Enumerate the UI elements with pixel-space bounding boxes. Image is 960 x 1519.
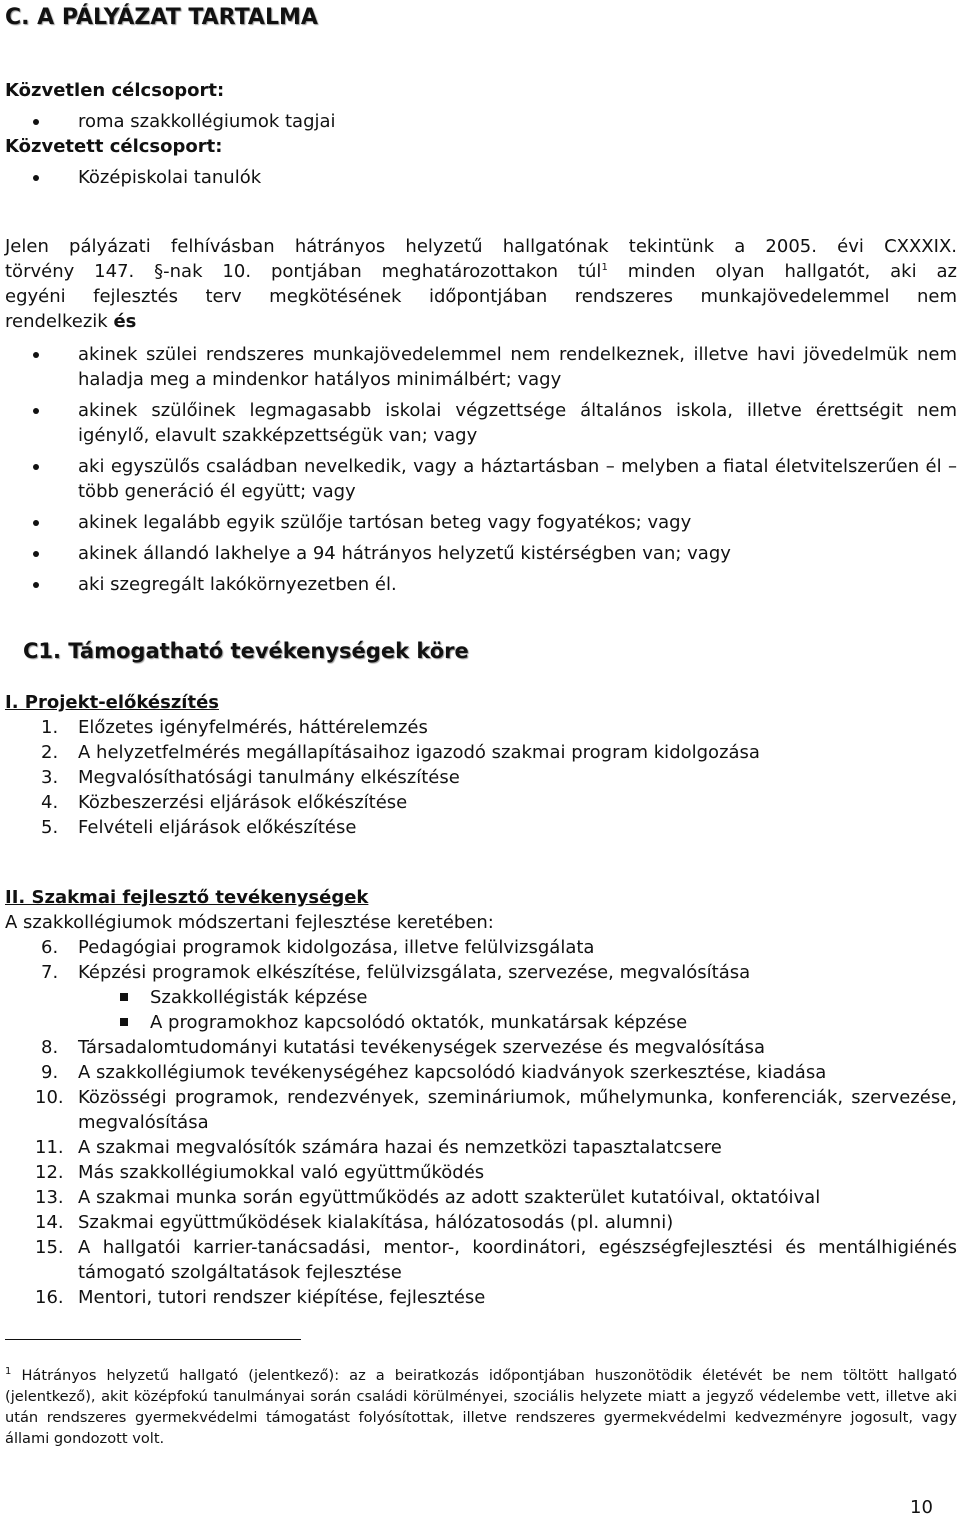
sub-item: Szakkollégisták képzése bbox=[5, 985, 957, 1010]
bullet-icon bbox=[33, 408, 39, 414]
numbered-item: 1. Előzetes igényfelmérés, háttérelemzés bbox=[41, 717, 428, 738]
numbered-item: 7. Képzési programok elkészítése, felülvizsgálata, szervezése, megvalósítása bbox=[41, 962, 751, 983]
list-item: roma szakkollégiumok tagjai bbox=[5, 109, 957, 134]
bullet-icon bbox=[33, 520, 39, 526]
part2-intro: A szakkollégiumok módszertani fejlesztése keretében: bbox=[5, 912, 494, 933]
footnote-separator bbox=[5, 1339, 301, 1340]
numbered-item: 12. Más szakkollégiumokkal való együttműködés bbox=[35, 1162, 485, 1183]
numbered-item: 6. Pedagógiai programok kidolgozása, illetve felülvizsgálata bbox=[41, 937, 595, 958]
footnote: $^1$ Hátrányos helyzetű hallgató (jelentkező): az a beiratkozás időpontjában huszonötödik életévét be nem töltött hallgató (jelentkező), akit középfokú tanulmányai során családi körülményei, szociális helyzete miatt a jegyző védelembe vett, illetve aki után rendszeres gyermekvédelmi támogatást folyósítottak, illetve rendszeres gyermekvédelmi kedvezményre jogosult, vagy állami gondozott volt. bbox=[5, 1366, 958, 1447]
criteria-list bbox=[5, 342, 957, 597]
subsection-title: C1. Támogatható tevékenységek köre bbox=[23, 639, 469, 663]
list-item: akinek állandó lakhelye a 94 hátrányos helyzetű kistérségben van; vagy bbox=[5, 541, 957, 566]
footnote-ref: 1 bbox=[601, 262, 608, 273]
indirect-target-label: Közvetett célcsoport: bbox=[5, 136, 223, 157]
direct-target-label: Közvetlen célcsoport: bbox=[5, 80, 225, 101]
part2-title: II. Szakmai fejlesztő tevékenységek bbox=[5, 887, 369, 908]
list-item: Középiskolai tanulók bbox=[5, 165, 957, 190]
sub-item: A programokhoz kapcsolódó oktatók, munkatársak képzése bbox=[5, 1010, 957, 1035]
numbered-item: 2. A helyzetfelmérés megállapításaihoz igazodó szakmai program kidolgozása bbox=[41, 742, 760, 763]
list-item: akinek legalább egyik szülője tartósan beteg vagy fogyatékos; vagy bbox=[5, 510, 957, 535]
section-title: C. A PÁLYÁZAT TARTALMA bbox=[5, 5, 318, 30]
numbered-item: 16. Mentori, tutori rendszer kiépítése, fejlesztése bbox=[35, 1287, 486, 1308]
footnote-number: 1 bbox=[5, 1366, 12, 1378]
bullet-icon bbox=[33, 551, 39, 557]
part1-title: I. Projekt-előkészítés bbox=[5, 692, 219, 713]
list-item: akinek szülei rendszeres munkajövedelemmel nem rendelkeznek, illetve havi jövedelmük nem haladja meg a mindenkor hatályos minimálbért; vagy bbox=[5, 342, 957, 392]
bullet-icon bbox=[33, 582, 39, 588]
bullet-icon bbox=[33, 119, 39, 125]
numbered-item: 4. Közbeszerzési eljárások előkészítése bbox=[41, 792, 408, 813]
numbered-item: 11. A szakmai megvalósítók számára hazai és nemzetközi tapasztalatcsere bbox=[35, 1137, 722, 1158]
target-groups bbox=[5, 78, 957, 190]
numbered-item: 3. Megvalósíthatósági tanulmány elkészítése bbox=[41, 767, 460, 788]
part2 bbox=[5, 885, 957, 1310]
bullet-icon bbox=[33, 464, 39, 470]
square-bullet-icon bbox=[120, 993, 128, 1001]
list-item: aki szegregált lakókörnyezetben él. bbox=[5, 572, 957, 597]
list-item: akinek szülőinek legmagasabb iskolai végzettsége általános iskola, illetve érettségit nem igénylő, elavult szakképzettségük van; vagy bbox=[5, 398, 957, 448]
numbered-item: 8. Társadalomtudományi kutatási tevékenységek szervezése és megvalósítása bbox=[41, 1037, 766, 1058]
numbered-item: 5. Felvételi eljárások előkészítése bbox=[41, 817, 357, 838]
numbered-item: 9. A szakkollégiumok tevékenységéhez kapcsolódó kiadványok szerkesztése, kiadása bbox=[41, 1062, 827, 1083]
bullet-icon bbox=[33, 352, 39, 358]
bullet-icon bbox=[33, 175, 39, 181]
square-bullet-icon bbox=[120, 1018, 128, 1026]
list-item: aki egyszülős családban nevelkedik, vagy a háztartásban – melyben a fiatal életvitelszerűen él – több generáció él együtt; vagy bbox=[5, 454, 957, 504]
intro-paragraph: Jelen pályázati felhívásban hátrányos helyzetű hallgatónak tekintünk a 2005. évi CXXXIX. törvény 147. §-nak 10. pontjában meghatározottakon túl$^1$ minden olyan hallgatót, aki az egyéni fejlesztés terv megkötésének időpontjában rendszeres munkajövedelemmel nem rendelkezik és bbox=[5, 236, 957, 332]
page-number: 10 bbox=[910, 1497, 933, 1518]
numbered-item: 14. Szakmai együttműködések kialakítása, hálózatosodás (pl. alumni) bbox=[35, 1212, 674, 1233]
numbered-item: 15. A hallgatói karrier-tanácsadási, mentor-, koordinátori, egészségfejlesztési és mentálhigiénés támogató szolgáltatások fejlesztése bbox=[35, 1237, 957, 1283]
part1 bbox=[5, 690, 957, 840]
numbered-item: 10. Közösségi programok, rendezvények, szemináriumok, műhelymunka, konferenciák, szervezése, megvalósítása bbox=[35, 1087, 957, 1133]
numbered-item: 13. A szakmai munka során együttműködés az adott szakterület kutatóival, oktatóival bbox=[35, 1187, 821, 1208]
